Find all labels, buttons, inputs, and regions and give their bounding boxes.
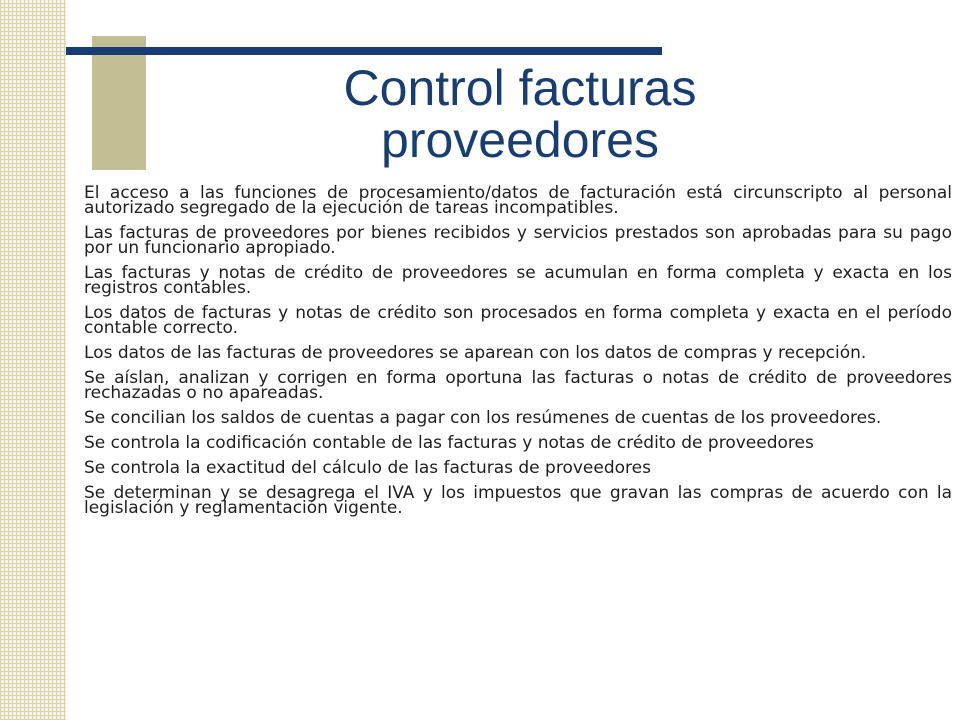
- control-list: [84, 183, 952, 526]
- list-item: Las facturas de proveedores por bienes recibidos y servicios prestados son aprobadas para su pago por un funcionario apropiado.: [84, 223, 952, 258]
- list-item: Se controla la exactitud del cálculo de las facturas de proveedores: [84, 458, 651, 478]
- list-item: El acceso a las funciones de procesamiento/datos de facturación está circunscripto al personal autorizado segregado de la ejecución de tareas incompatibles.: [84, 183, 952, 218]
- list-item: Se aíslan, analizan y corrigen en forma oportuna las facturas o notas de crédito de proveedores rechazadas o no apareadas.: [84, 368, 952, 403]
- title-line-2: proveedores: [381, 112, 659, 168]
- decorative-stripe-pattern: [0, 0, 66, 720]
- list-item: Los datos de las facturas de proveedores se aparean con los datos de compras y recepción.: [84, 343, 867, 363]
- accent-block: [92, 36, 146, 170]
- title-rule: [66, 47, 662, 55]
- title-line-1: Control facturas: [343, 60, 697, 116]
- slide-title: [230, 62, 810, 166]
- list-item: Los datos de facturas y notas de crédito son procesados en forma completa y exacta en el período contable correcto.: [84, 303, 952, 338]
- list-item: Se controla la codificación contable de las facturas y notas de crédito de proveedores: [84, 433, 814, 453]
- list-item: Se determinan y se desagrega el IVA y los impuestos que gravan las compras de acuerdo con la legislación y reglamentación vigente.: [84, 483, 952, 518]
- list-item: Las facturas y notas de crédito de proveedores se acumulan en forma completa y exacta en los registros contables.: [84, 263, 952, 298]
- list-item: Se concilian los saldos de cuentas a pagar con los resúmenes de cuentas de los proveedores.: [84, 408, 882, 428]
